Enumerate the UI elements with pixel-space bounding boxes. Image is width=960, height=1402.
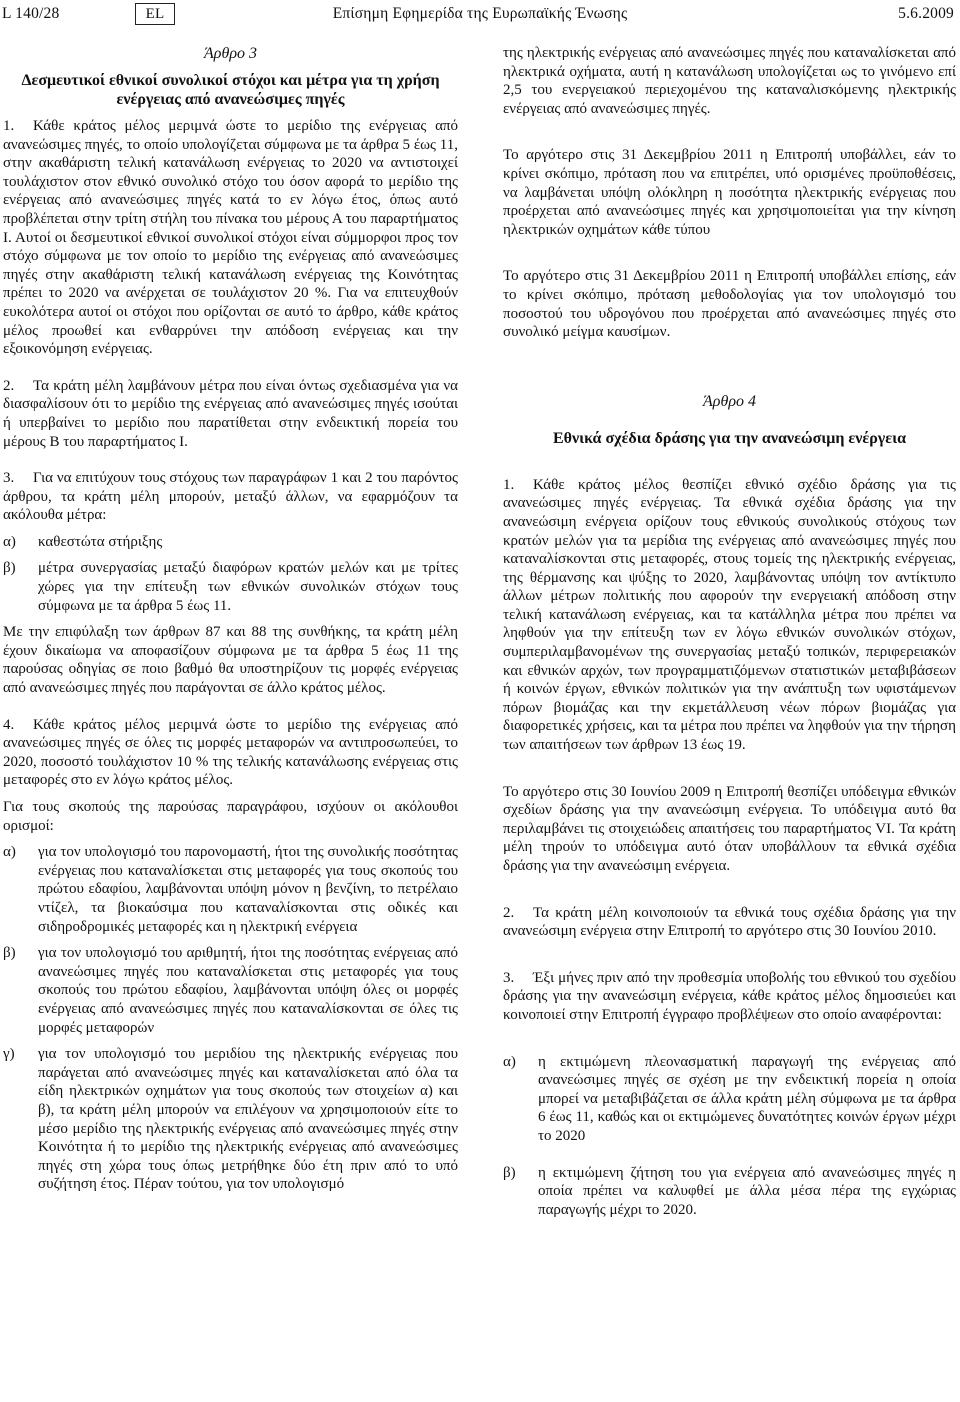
- paragraph-text: Έξι μήνες πριν από την προθεσμία υποβολής του εθνικού του σχεδίου δράσης για την ανανεώσιμη ενέργεια, κάθε κράτος μέλος δημοσιεύει και κοινοποιεί στην Επιτροπή έγγραφο προβλέψεων στο οποίο αναφέρονται:: [503, 969, 956, 1023]
- article-4-paragraph-3: [503, 969, 956, 1025]
- paragraph-number: 2.: [503, 904, 515, 921]
- paragraph-text: Τα κράτη μέλη κοινοποιούν τα εθνικά τους σχέδια δράσης για την ανανεώσιμη ενέργεια στην Επιτροπή το αργότερο στις 30 Ιουνίου 2010.: [503, 904, 956, 940]
- publication-date: 5.6.2009: [898, 5, 954, 22]
- right-column: [503, 44, 956, 1219]
- list-item-label: β): [3, 560, 16, 577]
- list-item: [3, 843, 458, 936]
- paragraph-number: 3.: [503, 969, 515, 986]
- article-4-paragraph-1-subparagraph: Το αργότερο στις 30 Ιουνίου 2009 η Επιτροπή θεσπίζει υπόδειγμα εθνικών σχεδίων δράσης για την ανανεώσιμη ενέργεια. Το υπόδειγμα αυτό θα περιλαμβάνει τις στοιχειώδεις απαιτήσεις του παραρτήματος VI. Τα κράτη μέλη τηρούν το υπόδειγμα αυτό όταν υποβάλλουν τα εθνικά σχέδια δράσης για την ανανεώσιμη ενέργεια.: [503, 783, 956, 874]
- article-3-paragraph-4: [3, 716, 458, 790]
- journal-title: Επίσημη Εφημερίδα της Ευρωπαϊκής Ένωσης: [332, 5, 628, 22]
- paragraph-number: 2.: [3, 377, 15, 394]
- paragraph-text: Κάθε κράτος μέλος μεριμνά ώστε το μερίδιο της ενέργειας από ανανεώσιμες πηγές, το οποίο υπολογίζεται σύμφωνα με τα άρθρα 5 έως 11, στην ακαθάριστη τελική κατανάλωση ενέργειας το 2020 να αντιστοιχεί τουλάχιστον στον εθνικό συνολικό στόχο του όσον αφορά το μερίδιο της ενέργειας από ανανεώσιμες πηγές κατά το εν λόγω έτος, όπως αυτό προβλέπεται στην τρίτη στήλη του πίνακα του μέρους Α του παραρτήματος Ι. Αυτοί οι δεσμευτικοί εθνικοί συνολικοί στόχοι είναι σύμμορφοι προς τον στόχο σύμφωνα με τον οποίο το μερίδιο της ενέργειας από ανανεώσιμες πηγές στην ακαθάριστη τελική κατανάλωση ενέργειας της Κοινότητας πρέπει το 2020 να ανέρχεται σε τουλάχιστον 20 %. Για να επιτευχθούν ευκολότερα αυτοί οι στόχοι που ορίζονται σε αυτό το άρθρο, κάθε κράτος μέλος προωθεί και ενθαρρύνει την απόδοση ενέργειας και την εξοικονόμηση ενέργειας.: [3, 118, 458, 358]
- paragraph-number: 1.: [503, 476, 515, 493]
- article-4-paragraph-1: [503, 476, 956, 755]
- language-badge: EL: [135, 3, 175, 25]
- paragraph-text: Κάθε κράτος μέλος θεσπίζει εθνικό σχέδιο δράσης για τις ανανεώσιμες πηγές ενέργειας. Τα εθνικά σχέδια δράσης για την ανανεώσιμη ενέργεια ορίζουν τους εθνικούς συνολικούς στόχους των κρατών μελών για τα μερίδια της ενέργειας από ανανεώσιμες πηγές που καταναλίσκονται στις μεταφορές, στους τομείς της ηλεκτρικής ενέργειας, της θέρμανσης και ψύξης το 2020, λαμβάνοντας υπόψη τον αντίκτυπο άλλων μέτρων πολιτικής που αφορούν την ενεργειακή απόδοση στην τελική κατανάλωση ενέργειας, και τα κατάλληλα μέτρα που πρέπει να ληφθούν για την επίτευξη των εν λόγω εθνικών συνολικών στόχων, συμπεριλαμβανομένων της συνεργασίας μεταξύ τοπικών, περιφερειακών και εθνικών αρχών, των προγραμματιζόμενων στατιστικών μεταβιβάσεων ή κοινών έργων, εθνικών πολιτικών για την ανάπτυξη των υφιστάμενων πόρων βιομάζας και την εκμετάλλευση νέων πόρων βιομάζας για διαφορετικές χρήσεις, και τα μέτρα που πρέπει να ληφθούν για την τήρηση των απαιτήσεων των άρθρων 13 έως 19.: [503, 476, 956, 754]
- article-4-label: Άρθρο 4: [703, 392, 756, 410]
- list-item-label: β): [503, 1164, 516, 1181]
- list-item: [3, 559, 458, 615]
- list-item-text: για τον υπολογισμό του μεριδίου της ηλεκτρικής ενέργειας που παράγεται από ανανεώσιμες πηγές και καταναλίσκεται από όλα τα είδη ηλεκτρικών οχημάτων για τους σκοπούς των στοιχείων α) και β), τα κράτη μέλη μπορούν να επιλέγουν να χρησιμοποιούν είτε το μέσο μερίδιο της ηλεκτρικής ενέργειας από ανανεώσιμες πηγές στην Κοινότητα ή το μερίδιο της ηλεκτρικής ενέργειας από ανανεώσιμες πηγές στη χώρα τους όπως μετρήθηκε δύο έτη πριν από το υπό συζήτηση έτος. Πέραν τούτου, για τον υπολογισμό: [38, 1046, 458, 1193]
- list-item-label: α): [503, 1053, 516, 1070]
- article-3-paragraph-1: [3, 117, 458, 359]
- paragraph-number: 4.: [3, 716, 15, 733]
- list-item: [3, 533, 458, 552]
- article-3-paragraph-3: [3, 469, 458, 525]
- article-4-paragraph-2: [503, 904, 956, 941]
- list-item-label: β): [3, 945, 16, 962]
- list-item-text: για τον υπολογισμό του παρονομαστή, ήτοι της συνολικής ποσότητας ενέργειας που καταναλίσκεται στις μεταφορές για τους σκοπούς του πρώτου εδαφίου, λαμβάνονται υπόψη μόνον η βενζίνη, το πετρέλαιο ντίζελ, τα βιοκαύσιμα που καταναλίσκονται στις οδικές και σιδηροδρομικές μεταφορές και η ηλεκτρική ενέργεια: [38, 844, 458, 935]
- list-item-label: γ): [3, 1046, 15, 1063]
- paragraph-text: Κάθε κράτος μέλος μεριμνά ώστε το μερίδιο της ενέργειας από ανανεώσιμες πηγές σε όλες τις μορφές μεταφορών να αντιπροσωπεύει, το 2020, ποσοστό τουλάχιστον 10 % της τελικής κατανάλωσης ενέργειας στις μεταφορές στο εν λόγω κράτος μέλος.: [3, 716, 458, 789]
- list-item-label: α): [3, 844, 16, 861]
- article-4-title: Εθνικά σχέδια δράσης για την ανανεώσιμη ενέργεια: [552, 429, 907, 447]
- commission-proposal-paragraph: Το αργότερο στις 31 Δεκεμβρίου 2011 η Επιτροπή υποβάλλει, εάν το κρίνει σκόπιμο, πρόταση που να επιτρέπει, υπό ορισμένες προϋποθέσεις, να λαμβάνεται υπόψη ολόκληρη η ποσότητα ηλεκτρικής ενέργειας που προέρχεται από ανανεώσιμες πηγές και χρησιμοποιείται για την κίνηση ηλεκτρικών οχημάτων κάθε τύπου: [503, 147, 956, 238]
- list-item: [503, 1164, 956, 1220]
- page-reference: L 140/28: [2, 5, 60, 22]
- list-item: [3, 1045, 458, 1194]
- list-item-text: η εκτιμώμενη πλεονασματική παραγωγή της ενέργειας από ανανεώσιμες πηγές σε σχέση με την ενδεικτική πορεία η οποία μπορεί να μεταβιβάζεται σε άλλα κράτη μέλη σύμφωνα με τα άρθρα 6 έως 11, καθώς και οι εκτιμώμενες δυνατότητες κοινών έργων μέχρι το 2020: [538, 1053, 956, 1144]
- list-item: [503, 1053, 956, 1146]
- article-3-title: Δεσμευτικοί εθνικοί συνολικοί στόχοι και μέτρα για τη χρήση ενέργειας από ανανεώσιμες πηγές: [21, 72, 440, 108]
- article-3-label: Άρθρο 3: [204, 45, 257, 62]
- list-item: [3, 944, 458, 1037]
- list-item-text: καθεστώτα στήριξης: [38, 533, 163, 550]
- list-item-text: η εκτιμώμενη ζήτηση του για ενέργεια από ανανεώσιμες πηγές η οποία πρέπει να καλυφθεί με άλλα μέσα πέρα της εγχώριας παραγωγής μέχρι το 2020.: [538, 1164, 956, 1218]
- page-header: [0, 0, 960, 28]
- continued-text: της ηλεκτρικής ενέργειας από ανανεώσιμες πηγές που καταναλίσκεται από ηλεκτρικά οχήματα, αυτή η κατανάλωση υπολογίζεται ως το γινόμενο επί 2,5 του ενεργειακού περιεχομένου της καταναλισκόμενης ηλεκτρικής ενέργειας από ανανεώσιμες πηγές.: [503, 45, 956, 117]
- article-3-paragraph-3-subparagraph: Με την επιφύλαξη των άρθρων 87 και 88 της συνθήκης, τα κράτη μέλη έχουν δικαίωμα να αποφασίζουν σύμφωνα με τα άρθρα 5 έως 11 της παρούσας οδηγίας σε ποιο βαθμό θα υποστηρίζουν τις μορφές ενέργειας από ανανεώσιμες πηγές που παράγονται σε άλλο κράτος μέλος.: [3, 624, 458, 697]
- commission-hydrogen-paragraph: Το αργότερο στις 31 Δεκεμβρίου 2011 η Επιτροπή υποβάλλει επίσης, εάν το κρίνει σκόπιμο, πρόταση μεθοδολογίας για τον υπολογισμό του ποσοστού του υδρογόνου που προέρχεται από ανανεώσιμες πηγές στο συνολικό μείγμα καυσίμων.: [503, 268, 956, 341]
- definitions-intro: Για τους σκοπούς της παρούσας παραγράφου, ισχύουν οι ακόλουθοι ορισμοί:: [3, 799, 458, 834]
- paragraph-number: 3.: [3, 470, 15, 487]
- left-column: [3, 44, 458, 1194]
- paragraph-text: Τα κράτη μέλη λαμβάνουν μέτρα που είναι όντως σχεδιασμένα για να διασφαλίσουν ότι το μερίδιο της ενέργειας από ανανεώσιμες πηγές ισούται ή υπερβαίνει το μερίδιο που παρατίθεται στην ενδεικτική πορεία του μέρους Β του παραρτήματος Ι.: [3, 377, 458, 450]
- list-item-text: για τον υπολογισμό του αριθμητή, ήτοι της ποσότητας ενέργειας από ανανεώσιμες πηγές που καταναλίσκεται στις μεταφορές για τους σκοπούς του πρώτου εδαφίου, λαμβάνονται υπόψη όλες οι μορφές ενέργειας από ανανεώσιμες πηγές που καταναλίσκονται σε όλες τις μορφές μεταφορών: [38, 945, 458, 1036]
- list-item-text: μέτρα συνεργασίας μεταξύ διαφόρων κρατών μελών και με τρίτες χώρες για την επίτευξη των εθνικών συνολικών στόχων τους σύμφωνα με τα άρθρα 5 έως 11.: [38, 560, 458, 614]
- paragraph-text: Για να επιτύχουν τους στόχους των παραγράφων 1 και 2 του παρόντος άρθρου, τα κράτη μέλη μπορούν, μεταξύ άλλων, να εφαρμόζουν τα ακόλουθα μέτρα:: [3, 470, 458, 524]
- article-3-paragraph-2: [3, 377, 458, 451]
- paragraph-number: 1.: [3, 118, 15, 134]
- list-item-label: α): [3, 533, 16, 550]
